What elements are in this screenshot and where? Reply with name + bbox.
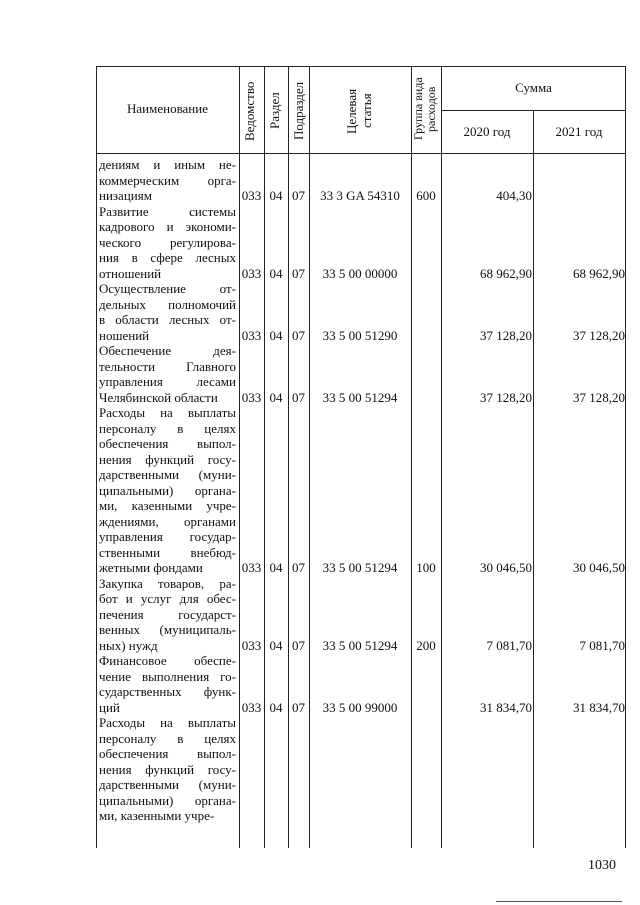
row-podrazdel: 07 — [292, 637, 305, 653]
row-name-line: ношений — [99, 327, 150, 343]
row-razdel: 04 — [269, 188, 283, 203]
row-podrazdel: 07 — [292, 389, 305, 405]
row-celevaya: 33 5 00 00000 — [322, 265, 398, 281]
row-name-line: нения функций госу- — [99, 451, 236, 467]
table-border-top — [96, 66, 626, 67]
row-podrazdel: 07 — [292, 327, 305, 343]
row-name-line: дениям и иным не- — [99, 157, 236, 172]
row-sum-2021: 31 834,70 — [573, 699, 625, 715]
row-name-line: ческого регулирова- — [99, 234, 236, 250]
row-name-line: персоналу в целях — [99, 730, 236, 746]
row-name-line: ственными внебюд- — [99, 544, 236, 560]
row-name-line: в области лесных от- — [99, 312, 236, 327]
row-sum-2020: 68 962,90 — [480, 265, 532, 281]
row-name — [99, 715, 236, 824]
row-name-line: Финансовое обеспе- — [99, 653, 236, 668]
row-razdel: 04 — [269, 389, 283, 405]
row-sum-2020: 31 834,70 — [480, 699, 532, 715]
row-name-line: дарственными (муни- — [99, 777, 236, 792]
header-bottom-line — [96, 153, 626, 154]
row-vedomstvo: 033 — [241, 560, 262, 575]
row-sum-2020: 37 128,20 — [480, 327, 532, 343]
row-vedomstvo: 033 — [241, 327, 262, 343]
row-gruppa: 200 — [416, 637, 436, 653]
table-border-right — [625, 66, 626, 848]
row-name-line: Расходы на выплаты — [99, 715, 236, 730]
header-podrazdel: Подраздел — [291, 81, 306, 141]
row-podrazdel: 07 — [292, 699, 305, 715]
row-name-line: Развитие системы — [99, 203, 236, 219]
column-divider — [411, 66, 412, 848]
row-name-line: ния в сфере лесных — [99, 250, 236, 265]
row-name — [99, 157, 236, 204]
row-sum-2021: 68 962,90 — [573, 265, 625, 281]
row-name — [99, 653, 236, 715]
header-gruppa — [412, 68, 440, 150]
table-border-left — [96, 66, 97, 848]
row-podrazdel: 07 — [292, 265, 305, 281]
column-divider — [264, 66, 265, 848]
row-name-line: управления государ- — [99, 529, 236, 544]
row-razdel: 04 — [269, 265, 283, 281]
row-celevaya: 33 5 00 51294 — [322, 560, 398, 575]
row-name — [99, 405, 236, 576]
row-vedomstvo: 033 — [241, 699, 262, 715]
row-name-line: сударственных функ- — [99, 684, 236, 699]
row-name-line: Обеспечение дея- — [99, 343, 236, 358]
row-name — [99, 281, 236, 343]
row-sum-2020: 37 128,20 — [480, 389, 532, 405]
row-name-line: нения функций госу- — [99, 761, 236, 777]
row-celevaya: 33 5 00 99000 — [322, 699, 398, 715]
row-razdel: 04 — [269, 637, 283, 653]
row-name-line: кадрового и экономи- — [99, 219, 236, 234]
row-name-line: тельности Главного — [99, 358, 236, 374]
row-celevaya: 33 5 00 51294 — [322, 637, 398, 653]
row-name-line: ципальными) органа- — [99, 792, 236, 808]
row-name-line: ми, казенными учре- — [99, 808, 215, 823]
row-gruppa: 100 — [416, 560, 436, 575]
header-gruppa-text: Группа вида расходов — [411, 77, 438, 141]
header-year-2020: 2020 год — [463, 124, 511, 139]
header-year-2021: 2021 год — [555, 124, 603, 139]
row-vedomstvo: 033 — [241, 265, 262, 281]
header-razdel: Раздел — [267, 92, 282, 130]
row-podrazdel: 07 — [292, 560, 305, 575]
row-name-line: дарственными (муни- — [99, 467, 236, 482]
row-name-line: ми, казенными учре- — [99, 498, 236, 513]
header-celevaya-text: Целевая статья — [344, 88, 374, 134]
row-razdel: 04 — [269, 699, 283, 715]
column-divider — [533, 110, 534, 848]
row-celevaya: 33 5 00 51290 — [322, 327, 398, 343]
row-name-line: венных (муниципаль- — [99, 622, 236, 637]
row-razdel: 04 — [269, 327, 283, 343]
column-divider — [309, 66, 310, 848]
row-name-line: обеспечения выпол- — [99, 746, 236, 761]
row-name-line: низациям — [99, 188, 152, 203]
row-celevaya: 33 3 GA 54310 — [320, 188, 400, 203]
header-summa: Сумма — [515, 80, 552, 95]
footer-rule — [496, 901, 622, 902]
row-name-line: бот и услуг для обес- — [99, 591, 236, 606]
row-name-line: Челябинской области — [99, 389, 218, 405]
row-name — [99, 576, 236, 654]
row-name-line: дельных полномочий — [99, 296, 236, 312]
header-name: Наименование — [127, 101, 208, 116]
row-name-line: ций — [99, 699, 120, 715]
row-sum-2021: 37 128,20 — [573, 389, 625, 405]
row-name-line: управления лесами — [99, 374, 236, 389]
row-sum-2021: 37 128,20 — [573, 327, 625, 343]
row-name-line: ципальными) органа- — [99, 482, 236, 498]
column-divider — [239, 66, 240, 848]
row-sum-2020: 7 081,70 — [486, 637, 532, 653]
row-name — [99, 204, 236, 282]
row-name-line: Закупка товаров, ра- — [99, 575, 236, 591]
row-vedomstvo: 033 — [241, 389, 262, 405]
row-vedomstvo: 033 — [241, 188, 262, 203]
row-sum-2020: 404,30 — [496, 188, 532, 203]
row-celevaya: 33 5 00 51294 — [322, 389, 398, 405]
row-razdel: 04 — [269, 560, 283, 575]
page-number: 1030 — [588, 858, 616, 873]
row-sum-2021: 7 081,70 — [579, 637, 625, 653]
header-celevaya — [344, 72, 376, 150]
row-sum-2020: 30 046,50 — [480, 560, 532, 575]
row-name-line: персоналу в целях — [99, 420, 236, 436]
row-name-line: Расходы на выплаты — [99, 405, 236, 420]
row-name-line: коммерческим орга- — [99, 172, 236, 188]
column-divider — [441, 66, 442, 848]
row-name — [99, 343, 236, 405]
row-name-line: отношений — [99, 265, 162, 281]
row-name-line: ных) нужд — [99, 637, 158, 653]
row-vedomstvo: 033 — [241, 637, 262, 653]
row-name-line: печения государст- — [99, 606, 236, 622]
row-name-line: обеспечения выпол- — [99, 436, 236, 451]
row-sum-2021: 30 046,50 — [573, 560, 625, 575]
row-name-line: чение выполнения го- — [99, 668, 236, 684]
row-name-line: ждениями, органами — [99, 513, 236, 529]
row-name-line: жетными фондами — [99, 560, 203, 575]
row-gruppa: 600 — [416, 188, 436, 203]
row-podrazdel: 07 — [292, 188, 305, 203]
column-divider — [288, 66, 289, 848]
row-name-line: Осуществление от- — [99, 281, 236, 296]
header-vedomstvo: Ведомство — [242, 81, 257, 141]
